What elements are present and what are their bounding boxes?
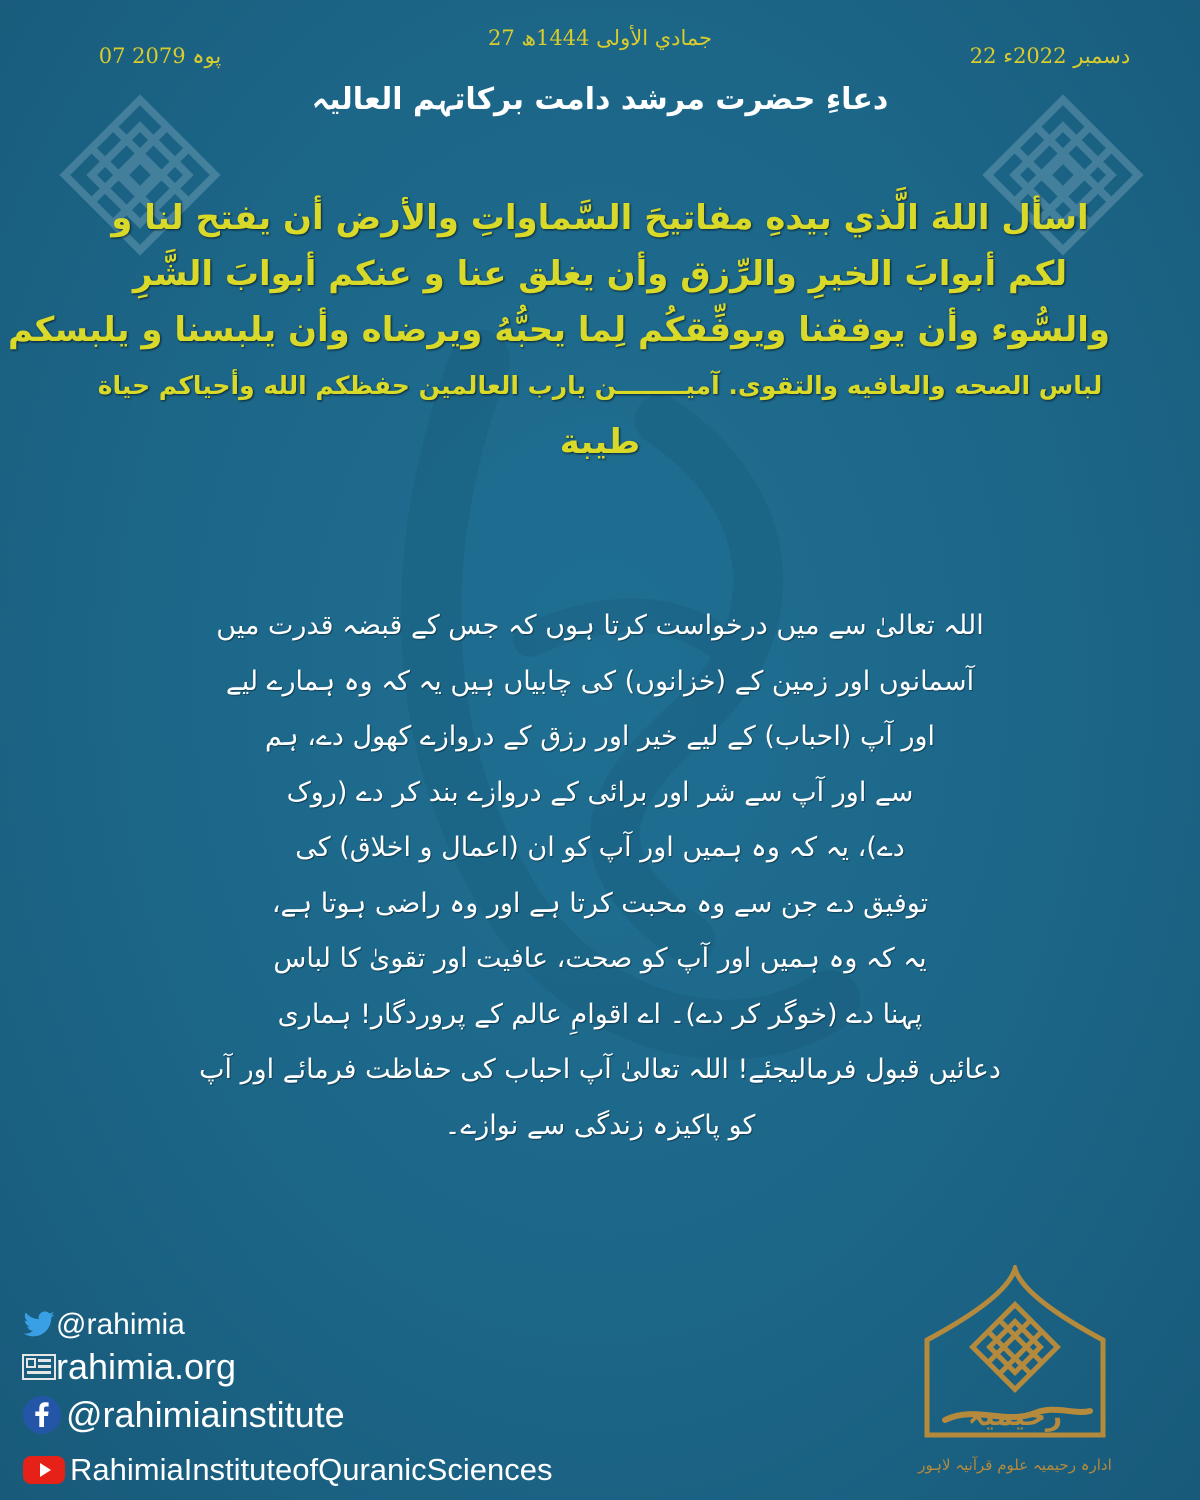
arabic-line: اسأل اللهَ الَّذي بيدهِ مفاتيحَ السَّماواتِ والأرض أن يفتح لنا و bbox=[111, 198, 1089, 238]
website-link[interactable] bbox=[22, 1346, 236, 1388]
urdu-line: آسمانوں اور زمین کے (خزانوں) کی چابیاں ہیں یہ کہ وہ ہمارے لیے bbox=[225, 665, 975, 697]
rahimia-logo bbox=[915, 1265, 1115, 1490]
facebook-link[interactable] bbox=[22, 1394, 345, 1436]
urdu-line: سے اور آپ سے شر اور برائی کے دروازے بند کر دے (روک bbox=[286, 776, 914, 808]
youtube-link[interactable] bbox=[22, 1452, 552, 1488]
arabic-line: لباس الصحه والعافيه والتقوی. آمیــــــــن یارب العالمین حفظکم الله وأحیاکم حیاة bbox=[97, 371, 1103, 400]
arabic-dua bbox=[8, 190, 1110, 470]
urdu-translation bbox=[170, 598, 1030, 1153]
facebook-handle: @rahimiainstitute bbox=[66, 1394, 345, 1435]
twitter-handle: @rahimia bbox=[56, 1308, 185, 1341]
urdu-line: اور آپ (احباب) کے لیے خیر اور رزق کے دروازے کھول دے، ہم bbox=[264, 721, 936, 752]
bikrami-date: 07 پوہ 2079 bbox=[98, 44, 222, 68]
youtube-icon bbox=[22, 1455, 66, 1485]
urdu-line: پہنا دے (خوگر کر دے)۔ اے اقوامِ عالم کے پروردگار! ہماری bbox=[277, 998, 923, 1030]
urdu-line: اللہ تعالیٰ سے میں درخواست کرتا ہوں کہ جس کے قبضہ قدرت میں bbox=[216, 610, 984, 641]
website-url: rahimia.org bbox=[56, 1346, 237, 1387]
urdu-line: کو پاکیزہ زندگی سے نوازے۔ bbox=[444, 1109, 756, 1141]
logo-text: رحیمیہ bbox=[967, 1399, 1063, 1432]
arabic-line: طيبة bbox=[559, 422, 641, 462]
facebook-icon bbox=[22, 1395, 62, 1435]
logo-subtext: ادارہ رحیمیہ علوم قرآنیہ لاہور bbox=[918, 1456, 1112, 1474]
urdu-line: یہ کہ وہ ہمیں اور آپ کو صحت، عافیت اور تقویٰ کا لباس bbox=[273, 943, 927, 974]
hijri-date: 27 جمادي الأولى 1444ھ bbox=[487, 26, 713, 50]
gregorian-date: 22 دسمبر 2022ء bbox=[969, 44, 1131, 68]
urdu-line: دعائیں قبول فرمالیجئے! اللہ تعالیٰ آپ احباب کی حفاظت فرمائے اور آپ bbox=[199, 1054, 1001, 1085]
twitter-link[interactable] bbox=[22, 1308, 185, 1342]
twitter-icon bbox=[22, 1311, 56, 1339]
urdu-line: دے)، یہ کہ وہ ہمیں اور آپ کو ان (اعمال و اخلاق) کی bbox=[295, 832, 905, 863]
website-icon bbox=[22, 1354, 56, 1380]
youtube-channel: RahimiaInstituteofQuranicSciences bbox=[70, 1452, 553, 1487]
arabic-line: لكم أبوابَ الخيرِ والرِّزق وأن يغلق عنا و عنكم أبوابَ الشَّرِ bbox=[132, 254, 1068, 294]
urdu-line: توفیق دے جن سے وہ محبت کرتا ہے اور وہ راضی ہوتا ہے، bbox=[271, 887, 929, 919]
dua-title: دعاءِ حضرت مرشد دامت برکاتہم العالیہ bbox=[311, 82, 889, 117]
arabic-line: والسُّوء وأن يوفقنا ويوفِّقكُم لِما يحبُّهُ ويرضاه وأن يلبسنا و يلبسكم bbox=[8, 310, 1110, 350]
